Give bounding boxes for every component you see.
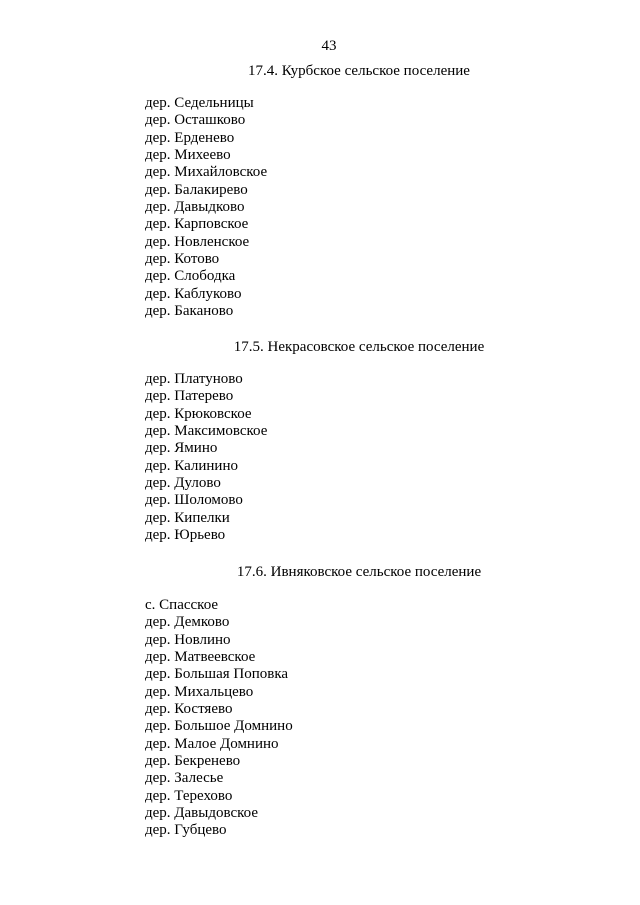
section-title-ivnyakovskoe: 17.6. Ивняковское сельское поселение bbox=[236, 564, 482, 580]
list-item: дер. Осташково bbox=[145, 112, 246, 129]
list-item: дер. Демково bbox=[145, 614, 230, 631]
section-title-kurbskoe: 17.4. Курбское сельское поселение bbox=[248, 63, 470, 79]
list-item: дер. Давыдовское bbox=[145, 805, 258, 822]
settlement-list-nekrasovskoe bbox=[145, 371, 267, 544]
list-item: дер. Баканово bbox=[145, 303, 234, 320]
list-item: дер. Новлино bbox=[145, 631, 231, 648]
list-item: дер. Максимовское bbox=[145, 423, 268, 440]
list-item: дер. Костяево bbox=[145, 701, 233, 718]
list-item: дер. Шоломово bbox=[145, 492, 243, 509]
list-item: дер. Слободка bbox=[145, 268, 236, 285]
list-item: дер. Михеево bbox=[145, 147, 231, 164]
list-item: дер. Патерево bbox=[145, 388, 234, 405]
list-item: дер. Михайловское bbox=[145, 164, 268, 181]
list-item: дер. Котово bbox=[145, 251, 220, 268]
list-item: дер. Большое Домнино bbox=[145, 718, 293, 735]
list-item: дер. Калинино bbox=[145, 457, 238, 474]
list-item: дер. Дулово bbox=[145, 475, 221, 492]
list-item: дер. Седельницы bbox=[145, 95, 254, 111]
list-item: с. Спасское bbox=[145, 597, 219, 613]
list-item: дер. Новленское bbox=[145, 233, 250, 250]
list-item: дер. Кипелки bbox=[145, 509, 230, 526]
list-item: дер. Михальцево bbox=[145, 683, 254, 700]
list-item: дер. Юрьево bbox=[145, 527, 226, 544]
list-item: дер. Каблуково bbox=[145, 285, 242, 302]
list-item: дер. Терехово bbox=[145, 787, 233, 804]
page-number: 43 bbox=[321, 38, 337, 54]
list-item: дер. Крюковское bbox=[145, 405, 252, 422]
list-item: дер. Ерденево bbox=[145, 129, 235, 146]
list-item: дер. Большая Поповка bbox=[145, 666, 289, 683]
settlement-list-ivnyakovskoe bbox=[145, 597, 293, 840]
list-item: дер. Платуново bbox=[145, 371, 243, 387]
section-title-nekrasovskoe: 17.5. Некрасовское сельское поселение bbox=[233, 339, 485, 355]
list-item: дер. Карповское bbox=[145, 216, 249, 233]
list-item: дер. Бекренево bbox=[145, 753, 241, 770]
list-item: дер. Губцево bbox=[145, 822, 227, 839]
list-item: дер. Ямино bbox=[145, 440, 218, 457]
list-item: дер. Залесье bbox=[145, 770, 224, 787]
list-item: дер. Малое Домнино bbox=[145, 735, 279, 752]
list-item: дер. Матвеевское bbox=[145, 649, 256, 666]
settlement-list-kurbskoe bbox=[145, 95, 267, 320]
list-item: дер. Давыдково bbox=[145, 199, 245, 216]
list-item: дер. Балакирево bbox=[145, 181, 248, 198]
